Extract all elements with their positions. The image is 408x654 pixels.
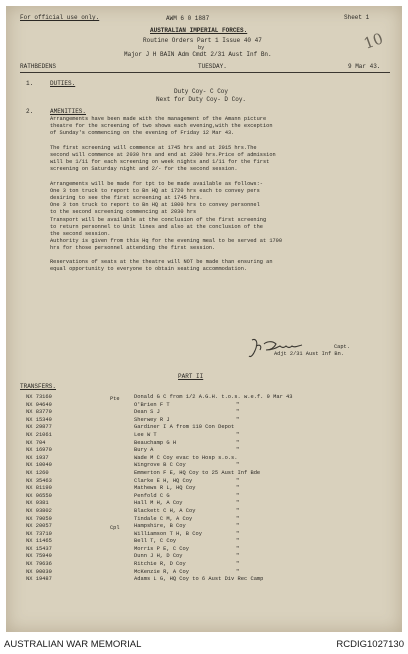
amenities-para3-line: to return personnel to Unit lines and also at the conclusion of the bbox=[50, 224, 263, 230]
amenities-para3-line: One 3 ton truck to report to Bn HQ at 1720 hrs each to convey pers bbox=[50, 188, 260, 194]
rank-label-cpl: Cpl bbox=[110, 525, 120, 531]
duty-company: Duty Coy- C Coy bbox=[174, 88, 229, 95]
handwritten-mark: 10 bbox=[361, 29, 386, 53]
issued-by-line: Major J H BAIN Adm Cmdt 2/31 Aust Inf Bn. bbox=[124, 51, 272, 58]
service-number: NX 75949 bbox=[26, 553, 52, 560]
amenities-para1-line: Arrangements have been made with the management of the Amann picture bbox=[50, 116, 267, 122]
service-number: NX 96550 bbox=[26, 492, 52, 499]
transfer-name: Emmerton F E, HQ Coy to 25 Aust Inf Bde bbox=[134, 469, 261, 476]
service-number: NX 21061 bbox=[26, 431, 52, 438]
ditto-mark: " bbox=[236, 561, 240, 568]
ditto-mark: " bbox=[236, 500, 240, 507]
service-number: NX 16970 bbox=[26, 447, 52, 454]
transfer-name: McKenzie R, A Coy bbox=[134, 568, 189, 575]
day-of-week: TUESDAY. bbox=[198, 63, 227, 70]
amenities-para4-line: Reservations of seats at the theatre will NOT be made than ensuring an bbox=[50, 259, 273, 265]
transfer-name: Wingrove B C Coy bbox=[134, 462, 186, 469]
transfer-name: Sherwey R J bbox=[134, 416, 170, 423]
by-word: by bbox=[198, 45, 205, 51]
transfer-name: Gardiner I A from 110 Con Depot bbox=[134, 424, 235, 431]
ditto-mark: " bbox=[236, 538, 240, 545]
transfer-name: Donald G C from 1/2 A.G.H. t.o.s. w.e.f. 9 Mar 43 bbox=[134, 394, 293, 400]
ditto-mark: " bbox=[236, 416, 240, 423]
service-number: NX 704 bbox=[26, 439, 46, 446]
duties-heading: DUTIES. bbox=[50, 80, 76, 87]
service-number: NX 20057 bbox=[26, 523, 52, 530]
duties-number: 1. bbox=[26, 80, 34, 87]
ditto-mark: " bbox=[236, 545, 240, 552]
amenities-para2-line: will be 1/11 for each screening on week nights and 1/11 for the first bbox=[50, 159, 270, 165]
ditto-mark: " bbox=[236, 447, 240, 454]
ditto-mark: " bbox=[236, 515, 240, 522]
document-page bbox=[6, 6, 402, 632]
ditto-mark: " bbox=[236, 553, 240, 560]
amenities-para1-line: theatre for the screening of two shows each evening,with the exception bbox=[50, 123, 273, 129]
service-number: NX 79636 bbox=[26, 561, 52, 568]
transfer-name: Bury A bbox=[134, 447, 154, 454]
amenities-para4-line: equal opportunity to everyone to obtain seating accommodation. bbox=[50, 266, 248, 272]
restriction-note: For official use only. bbox=[20, 14, 100, 21]
amenities-para3-line: the second session. bbox=[50, 231, 111, 237]
service-number: NX 81190 bbox=[26, 485, 52, 492]
service-number: NX 90030 bbox=[26, 568, 52, 575]
part-two-heading: PART II bbox=[178, 373, 204, 380]
service-number: NX 1260 bbox=[26, 469, 49, 476]
transfers-heading: TRANSFERS. bbox=[20, 383, 57, 390]
handwritten-signature bbox=[246, 336, 306, 362]
amenities-para2-line: screening on Saturday night and 2/- for the second session. bbox=[50, 166, 238, 172]
service-number: NX 15349 bbox=[26, 416, 52, 423]
amenities-number: 2. bbox=[26, 108, 34, 115]
transfer-name: Tindale C M, A Coy bbox=[134, 515, 193, 522]
amenities-para3-line: to the second screening commencing at 2030 hrs bbox=[50, 209, 197, 215]
archive-reference: RCDIG1027130 bbox=[336, 639, 404, 650]
ditto-mark: " bbox=[236, 530, 240, 537]
transfer-name: Mathews R L, HQ Coy bbox=[134, 485, 196, 492]
signatory-rank: Capt. bbox=[334, 344, 350, 350]
transfer-name: Penfold C G bbox=[134, 492, 170, 499]
ditto-mark: " bbox=[236, 462, 240, 469]
archive-footer bbox=[0, 634, 408, 654]
transfer-name: Williamson T H, B Coy bbox=[134, 530, 202, 537]
ditto-mark: " bbox=[236, 401, 240, 408]
amenities-para3-line: Transport will be available at the conclusion of the first screening bbox=[50, 217, 267, 223]
service-number: NX 35463 bbox=[26, 477, 52, 484]
transfer-name: Adams L G, HQ Coy to 6 Aust Div Rec Camp bbox=[134, 576, 264, 583]
amenities-para3-line: Arrangements will be made for tpt to be made available as follows:- bbox=[50, 181, 263, 187]
amenities-para2-line: The first screening will commence at 1745 hrs and at 2015 hrs.The bbox=[50, 145, 257, 151]
service-number: NX 83770 bbox=[26, 409, 52, 416]
rank-label-pte: Pte bbox=[110, 396, 120, 402]
signatory-appointment: Adjt 2/31 Aust Inf Bn. bbox=[274, 351, 344, 357]
amenities-para3-line: Authority is given from this Hq for the evening meal to be served at 1700 bbox=[50, 238, 283, 244]
ditto-mark: " bbox=[236, 523, 240, 530]
transfer-name: Ritchie R, D Coy bbox=[134, 561, 186, 568]
amenities-para2-line: second will commence at 2030 hrs and end at 2300 hrs.Price of admission bbox=[50, 152, 276, 158]
routine-orders-line: Routine Orders Part 1 Issue 40 47 bbox=[143, 37, 262, 44]
ditto-mark: " bbox=[236, 409, 240, 416]
ditto-mark: " bbox=[236, 485, 240, 492]
service-number: NX 94649 bbox=[26, 401, 52, 408]
service-number: NX 93802 bbox=[26, 507, 52, 514]
transfer-name: Morris P E, C Coy bbox=[134, 545, 189, 552]
service-number: NX 9381 bbox=[26, 500, 49, 507]
form-reference: AWM 6 0 1887 bbox=[166, 15, 210, 22]
transfer-name: Clarke E H, HQ Coy bbox=[134, 477, 193, 484]
ditto-mark: " bbox=[236, 477, 240, 484]
service-number: NX 73710 bbox=[26, 530, 52, 537]
service-number: NX 1937 bbox=[26, 454, 49, 461]
organisation-title: AUSTRALIAN IMPERIAL FORCES. bbox=[150, 27, 248, 34]
header-rule bbox=[20, 72, 390, 73]
service-number: NX 10040 bbox=[26, 462, 52, 469]
location: RATHBEDENS bbox=[20, 63, 57, 70]
sheet-number: Sheet 1 bbox=[344, 14, 370, 21]
transfer-name: Wade M C Coy evac to Hosp s.o.s. bbox=[134, 454, 238, 461]
transfer-name: Dean S J bbox=[134, 409, 160, 416]
transfer-name: Lee W T bbox=[134, 431, 157, 438]
service-number: NX 73160 bbox=[26, 394, 52, 400]
service-number: NX 29877 bbox=[26, 424, 52, 431]
transfer-name: Beauchamp G H bbox=[134, 439, 177, 446]
ditto-mark: " bbox=[236, 439, 240, 446]
amenities-para3-line: hrs for those personnel attending the first session. bbox=[50, 245, 216, 251]
service-number: NX 11465 bbox=[26, 538, 52, 545]
service-number: NX 19487 bbox=[26, 576, 52, 583]
amenities-para3-line: One 3 ton truck to report to Bn HQ at 1800 hrs to convey personnel bbox=[50, 202, 260, 208]
amenities-para1-line: of Sunday's commencing on the evening of Friday 12 Mar 43. bbox=[50, 130, 235, 136]
amenities-heading: AMENITIES. bbox=[50, 108, 87, 115]
transfer-name: Blackett C H, A Coy bbox=[134, 507, 196, 514]
ditto-mark: " bbox=[236, 492, 240, 499]
ditto-mark: " bbox=[236, 568, 240, 575]
transfer-name: Hampshire, B Coy bbox=[134, 523, 186, 530]
ditto-mark: " bbox=[236, 431, 240, 438]
service-number: NX 15437 bbox=[26, 545, 52, 552]
ditto-mark: " bbox=[236, 507, 240, 514]
order-date: 9 Mar 43. bbox=[348, 63, 381, 70]
transfer-name: Dunn J H, D Coy bbox=[134, 553, 183, 560]
archive-name: AUSTRALIAN WAR MEMORIAL bbox=[4, 639, 142, 650]
next-duty-company: Next for Duty Coy- D Coy. bbox=[156, 96, 247, 103]
transfer-name: O'Brien F T bbox=[134, 401, 170, 408]
amenities-para3-line: desiring to see the first screening at 1745 hrs. bbox=[50, 195, 203, 201]
transfer-name: Hall M H, A Coy bbox=[134, 500, 183, 507]
transfer-name: Bell T, C Coy bbox=[134, 538, 177, 545]
service-number: NX 79059 bbox=[26, 515, 52, 522]
